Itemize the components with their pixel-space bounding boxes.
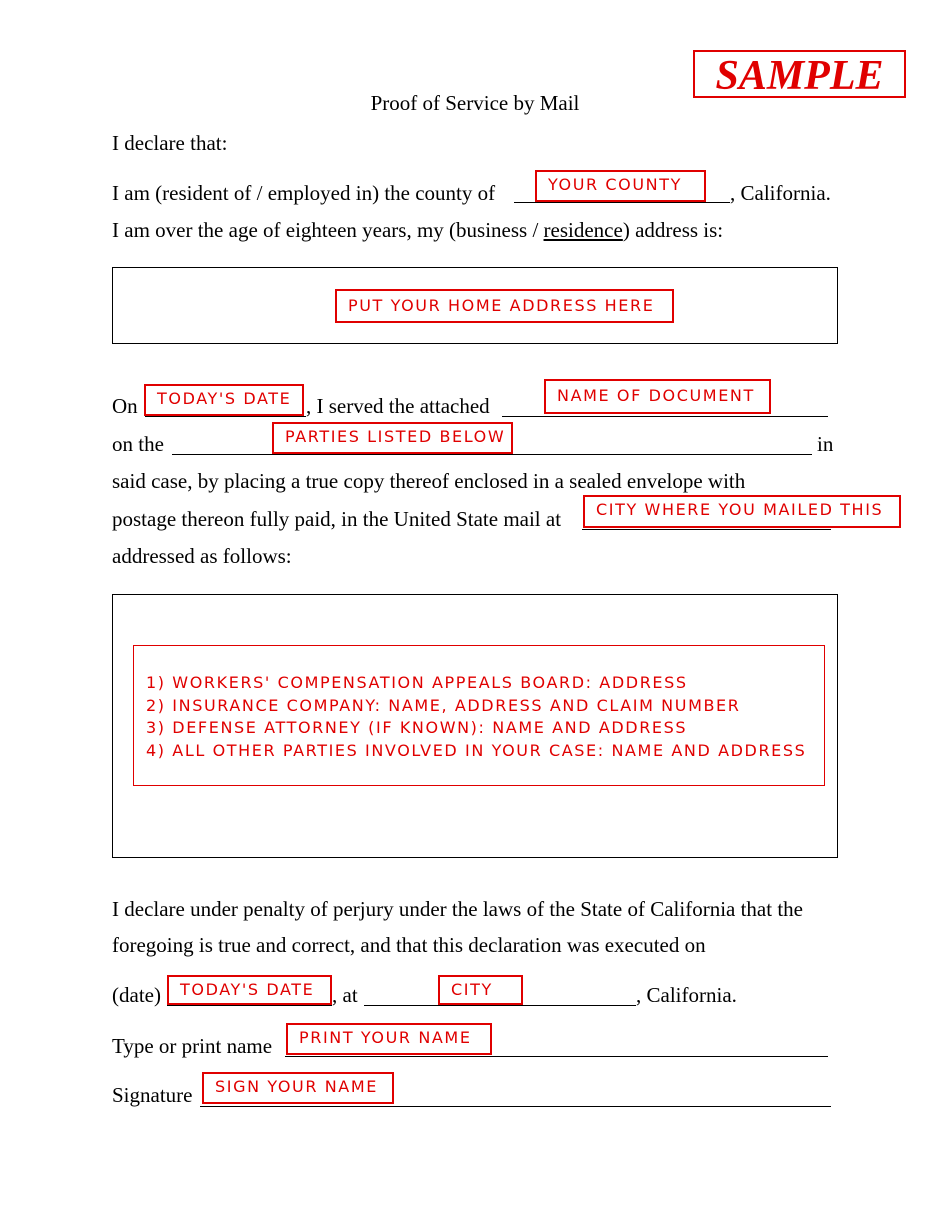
address-line-residence: residence	[543, 218, 623, 242]
sample-stamp: SAMPLE	[693, 50, 906, 98]
parties-list	[133, 645, 825, 786]
declaration-line-1: I declare under penalty of perjury under the laws of the State of California that the	[112, 897, 803, 921]
document-placeholder-tag: NAME OF DOCUMENT	[544, 379, 771, 414]
address-placeholder-tag: PUT YOUR HOME ADDRESS HERE	[335, 289, 674, 323]
on-the-label: on the	[112, 432, 164, 456]
print-name-placeholder-tag: PRINT YOUR NAME	[286, 1023, 492, 1055]
declaration-line-2: foregoing is true and correct, and that this declaration was executed on	[112, 933, 706, 957]
party-item: 3) DEFENSE ATTORNEY (IF KNOWN): NAME AND ADDRESS	[146, 718, 688, 737]
service-line-5: addressed as follows:	[112, 544, 292, 568]
intro-text: I declare that:	[112, 131, 228, 155]
print-name-label: Type or print name	[112, 1034, 273, 1058]
county-line-suffix: , California.	[730, 181, 831, 205]
declaration-city-placeholder-tag: CITY	[438, 975, 523, 1005]
parties-blank[interactable]	[172, 454, 812, 455]
address-line-after: ) address is:	[622, 218, 724, 242]
declaration-date-blank[interactable]	[167, 1005, 332, 1006]
county-line-text: I am (resident of / employed in) the county of	[112, 181, 496, 205]
party-item: 1) WORKERS' COMPENSATION APPEALS BOARD: ADDRESS	[146, 673, 688, 692]
declaration-date-placeholder-tag: TODAY'S DATE	[167, 975, 332, 1005]
document-blank[interactable]	[502, 416, 828, 417]
california-label: , California.	[636, 983, 737, 1007]
signature-label: Signature	[112, 1083, 193, 1107]
page-title: Proof of Service by Mail	[370, 91, 580, 115]
at-label: , at	[332, 983, 358, 1007]
address-line-text	[112, 218, 723, 243]
parties-placeholder-tag: PARTIES LISTED BELOW	[272, 422, 513, 454]
print-name-blank[interactable]	[285, 1056, 828, 1057]
service-line-3: said case, by placing a true copy thereof enclosed in a sealed envelope with	[112, 469, 746, 493]
service-line-4: postage thereon fully paid, in the United State mail at	[112, 507, 562, 531]
signature-placeholder-tag: SIGN YOUR NAME	[202, 1072, 394, 1104]
party-item: 4) ALL OTHER PARTIES INVOLVED IN YOUR CASE: NAME AND ADDRESS	[146, 740, 807, 760]
service-date-blank[interactable]	[145, 416, 306, 417]
mail-city-placeholder-tag: CITY WHERE YOU MAILED THIS	[583, 495, 901, 528]
date-label: (date)	[112, 983, 161, 1007]
declaration-city-blank[interactable]	[364, 1005, 636, 1006]
county-blank[interactable]	[514, 202, 730, 203]
service-served-text: , I served the attached	[306, 394, 490, 418]
party-item: 2) INSURANCE COMPANY: NAME, ADDRESS AND CLAIM NUMBER	[146, 695, 741, 715]
mail-city-blank[interactable]	[582, 529, 831, 530]
signature-blank[interactable]	[200, 1106, 831, 1107]
county-placeholder-tag: YOUR COUNTY	[535, 170, 706, 202]
service-on-label: On	[112, 394, 138, 418]
address-line-before: I am over the age of eighteen years, my (business /	[112, 218, 539, 242]
in-label: in	[817, 432, 834, 456]
service-date-placeholder-tag: TODAY'S DATE	[144, 384, 304, 416]
